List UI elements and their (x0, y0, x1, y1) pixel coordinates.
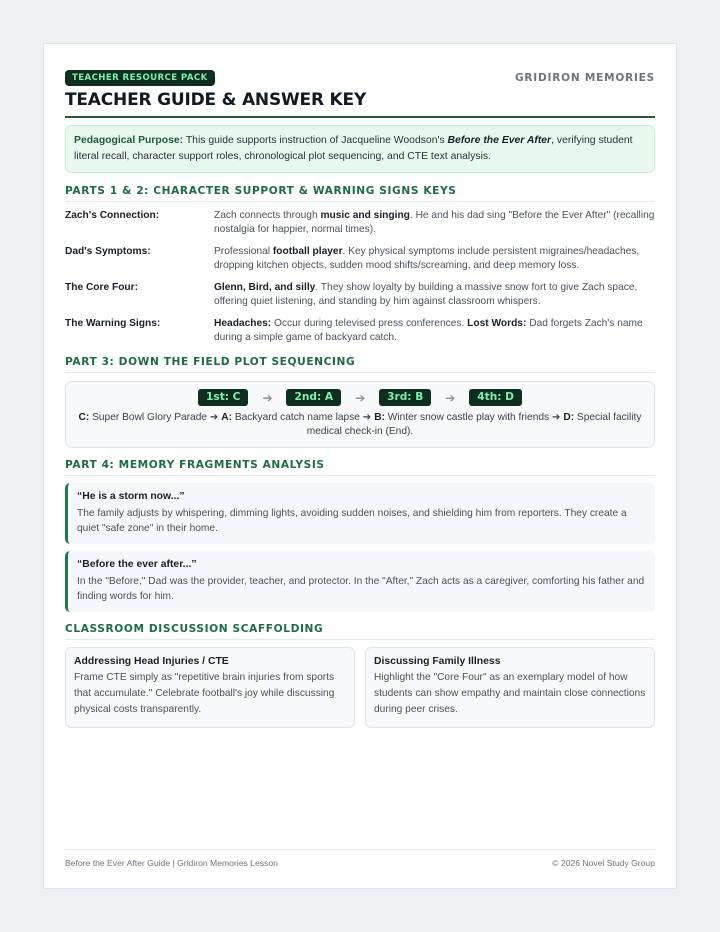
memory-fragment (65, 551, 655, 612)
arrow-right-icon: ➔ (262, 390, 273, 405)
footer-right: © 2026 Novel Study Group (552, 858, 655, 868)
card-title: Discussing Family Illness (374, 656, 501, 667)
card-text: Frame CTE simply as "repetitive brain injuries from sports that accumulate." Celebrate football's joy while discussing physical costs transparently. (74, 672, 335, 715)
key-row (65, 317, 655, 345)
sequence-description: C: Super Bowl Glory Parade ➔ A: Backyard catch name lapse ➔ B: Winter snow castle play with friends ➔ D: Special facility medical check-in (End). (78, 412, 642, 437)
header-bar (65, 70, 655, 86)
footer-left: Before the Ever After Guide | Gridiron Memories Lesson (65, 858, 278, 868)
key-row (65, 209, 655, 237)
purpose-book-title: Before the Ever After (447, 135, 552, 146)
key-label: Dad's Symptoms: (65, 246, 151, 257)
guide-page (43, 43, 677, 889)
key-text: Zach connects through music and singing. He and his dad sing "Before the Ever After" (recalling nostalgia for happier, normal times). (214, 210, 655, 235)
scaffolding-cards (65, 647, 655, 728)
card-title: Addressing Head Injuries / CTE (74, 656, 229, 667)
key-row (65, 281, 655, 309)
purpose-label: Pedagogical Purpose: (74, 135, 184, 146)
key-label: The Core Four: (65, 282, 139, 293)
fragment-quote: “He is a storm now...” (77, 491, 185, 502)
key-row (65, 245, 655, 273)
sequence-chips (74, 389, 646, 406)
fragment-quote: “Before the ever after...” (77, 559, 197, 570)
section-heading-sequencing: PART 3: DOWN THE FIELD PLOT SEQUENCING (65, 356, 655, 373)
sequence-chip: 1st: C (198, 389, 248, 406)
sequence-chip: 4th: D (469, 389, 522, 406)
purpose-text-before: This guide supports instruction of Jacqueline Woodson's (183, 135, 448, 146)
key-label: The Warning Signs: (65, 318, 161, 329)
purpose-callout (65, 125, 655, 173)
section-heading-fragments: PART 4: MEMORY FRAGMENTS ANALYSIS (65, 459, 655, 476)
sequence-chip: 3rd: B (379, 389, 431, 406)
fragment-text: The family adjusts by whispering, dimming lights, avoiding sudden noises, and shielding him from reporters. They create a quiet "safe zone" in their home. (77, 508, 627, 534)
key-label: Zach's Connection: (65, 210, 160, 221)
page-title: TEACHER GUIDE & ANSWER KEY (65, 90, 655, 118)
sequence-box (65, 381, 655, 448)
section-heading-scaffolding: CLASSROOM DISCUSSION SCAFFOLDING (65, 623, 655, 640)
key-text: Professional football player. Key physical symptoms include persistent migraines/headaches, dropping kitchen objects, sudden mood shifts/screaming, and deep memory loss. (214, 246, 640, 271)
fragment-text: In the "Before," Dad was the provider, teacher, and protector. In the "After," Zach acts as a caregiver, comforting his father and finding words for him. (77, 576, 645, 602)
sequence-chip: 2nd: A (286, 389, 341, 406)
brand-label: GRIDIRON MEMORIES (514, 72, 655, 84)
scaffolding-card (65, 647, 355, 728)
arrow-right-icon: ➔ (445, 390, 456, 405)
purpose-text-after: , verifying student literal recall, character support roles, chronological plot sequencing, and CTE text analysis. (74, 135, 633, 162)
card-text: Highlight the "Core Four" as an exemplary model of how students can show empathy and maintain close connections during peer crises. (374, 672, 646, 715)
resource-badge: TEACHER RESOURCE PACK (65, 70, 215, 86)
arrow-right-icon: ➔ (355, 390, 366, 405)
key-text: Headaches: Occur during televised press conferences. Lost Words: Dad forgets Zach's name during a simple game of backyard catch. (214, 318, 643, 343)
keys-list (65, 209, 655, 345)
page-footer (65, 849, 655, 868)
key-text: Glenn, Bird, and silly. They show loyalty by building a massive snow fort to give Zach space, offering quiet listening, and standing by him against classroom whispers. (214, 282, 638, 307)
scaffolding-card (365, 647, 655, 728)
memory-fragment (65, 483, 655, 544)
section-heading-keys: PARTS 1 & 2: CHARACTER SUPPORT & WARNING SIGNS KEYS (65, 185, 655, 202)
